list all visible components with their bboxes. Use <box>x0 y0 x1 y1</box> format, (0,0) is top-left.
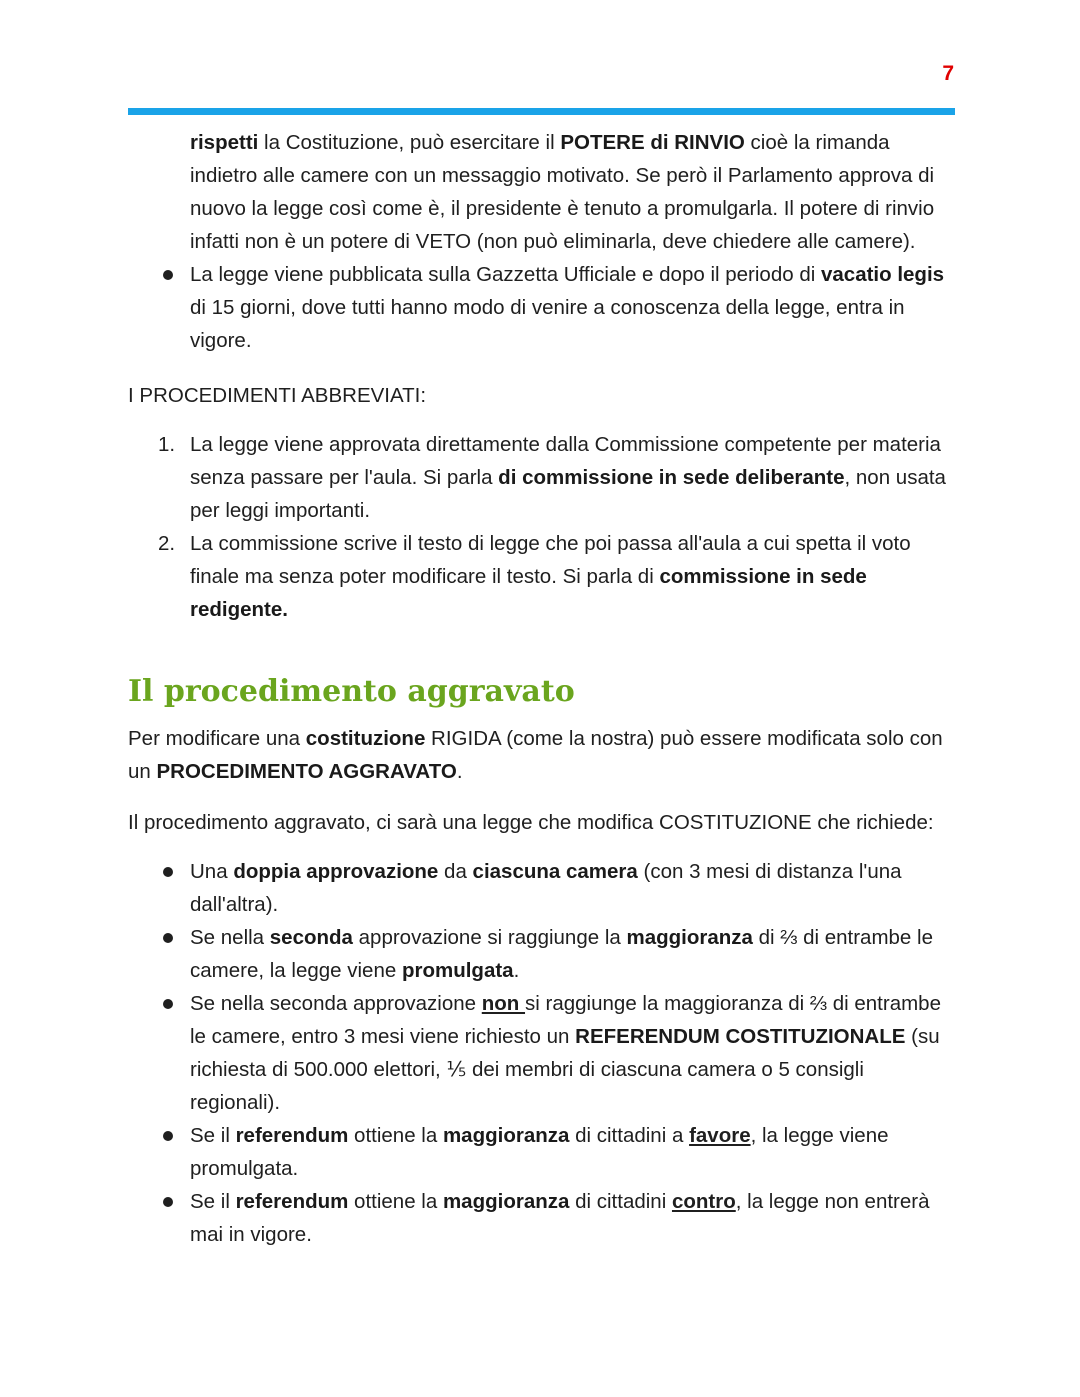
list-item <box>158 527 958 626</box>
list-number: 2. <box>158 532 176 555</box>
list-item <box>190 1185 958 1251</box>
abbreviati-numbered-list <box>128 428 958 626</box>
text-run: approvazione si raggiunge la <box>352 926 627 949</box>
text-run: , non usata per leggi importanti. <box>190 466 946 522</box>
intro-bullet-list <box>128 126 958 357</box>
text-run: Se il <box>190 1190 236 1213</box>
bold-text: costituzione <box>305 727 426 750</box>
header-rule <box>128 108 955 115</box>
list-item <box>190 855 958 921</box>
list-item <box>190 987 958 1119</box>
aggravato-paragraph-2 <box>128 806 958 839</box>
bold-text: REFERENDUM COSTITUZIONALE <box>575 1025 906 1048</box>
bold-text: maggioranza <box>442 1124 570 1147</box>
text-run: cioè la rimanda indietro alle camere con un messaggio motivato. Se però il Parlamento approva di nuovo la legge così come è, il presidente è tenuto a promulgarla. Il potere di rinvio infatti non è un potere di VETO (non può eliminarla, deve chiedere alle camere). <box>190 131 935 253</box>
list-item <box>158 428 958 527</box>
list-item <box>190 258 958 357</box>
text-run: . <box>513 959 520 982</box>
bold-text: maggioranza <box>626 926 753 949</box>
text-run: (con 3 mesi di distanza l'una dall'altra). <box>190 860 902 916</box>
list-item <box>190 921 958 987</box>
bold-text: PROCEDIMENTO AGGRAVATO <box>156 760 457 783</box>
list-item <box>190 126 958 258</box>
text-run: di ⅔ di entrambe le camere, la legge viene <box>190 926 933 982</box>
bold-text: referendum <box>235 1190 349 1213</box>
text-run: la Costituzione, può esercitare il <box>258 131 561 154</box>
text-run: Per modificare una <box>128 727 306 750</box>
bold-underlined-text: contro <box>671 1190 736 1213</box>
text-run: Una <box>190 860 234 883</box>
text-run: , la legge non entrerà mai in vigore. <box>190 1190 930 1246</box>
bold-text: di commissione in sede deliberante <box>498 466 845 489</box>
bold-text: ciascuna camera <box>472 860 638 883</box>
page-number: 7 <box>942 62 954 85</box>
bold-text: rispetti <box>190 131 259 154</box>
text-run: si raggiunge la maggioranza di ⅔ di entrambe le camere, entro 3 mesi viene richiesto un <box>190 992 941 1048</box>
text-run: di cittadini a <box>569 1124 690 1147</box>
bold-underlined-text: non <box>481 992 526 1015</box>
text-run: Se nella seconda approvazione <box>190 992 482 1015</box>
text-run: , la legge viene promulgata. <box>190 1124 889 1180</box>
text-run: di cittadini <box>569 1190 672 1213</box>
aggravato-bullet-list <box>128 855 958 1251</box>
abbreviati-heading: I PROCEDIMENTI ABBREVIATI: <box>128 384 427 407</box>
text-run: Se il <box>190 1124 236 1147</box>
text-run: . <box>456 760 463 783</box>
bold-text: maggioranza <box>442 1190 570 1213</box>
text-run: (su richiesta di 500.000 elettori, ⅕ dei membri di ciascuna camera o 5 consigli regionali). <box>190 1025 940 1114</box>
bold-text: referendum <box>235 1124 349 1147</box>
text-run: da <box>438 860 473 883</box>
bold-text: commissione in sede redigente. <box>190 565 867 621</box>
list-item <box>190 1119 958 1185</box>
bold-text: POTERE di RINVIO <box>560 131 745 154</box>
text-run: RIGIDA (come la nostra) può essere modificata solo con un <box>128 727 943 783</box>
text-run: ottiene la <box>348 1190 443 1213</box>
text-run: La commissione scrive il testo di legge che poi passa all'aula a cui spetta il voto finale ma senza poter modificare il testo. Si parla di <box>190 532 911 588</box>
bold-text: seconda <box>269 926 353 949</box>
bold-text: vacatio legis <box>820 263 945 286</box>
text-run: di 15 giorni, dove tutti hanno modo di venire a conoscenza della legge, entra in vigore. <box>190 296 905 352</box>
aggravato-paragraph-1 <box>128 722 958 788</box>
page-content <box>128 126 958 1251</box>
text-run: La legge viene approvata direttamente dalla Commissione competente per materia senza passare per l'aula. Si parla <box>190 433 941 489</box>
list-number: 1. <box>158 433 176 456</box>
bold-underlined-text: favore <box>689 1124 751 1147</box>
text-run: ottiene la <box>348 1124 443 1147</box>
text-run: Il procedimento aggravato, ci sarà una legge che modifica COSTITUZIONE che richiede: <box>128 811 934 834</box>
section-title: Il procedimento aggravato <box>128 674 575 709</box>
bold-text: promulgata <box>401 959 514 982</box>
bold-text: doppia approvazione <box>233 860 439 883</box>
text-run: La legge viene pubblicata sulla Gazzetta Ufficiale e dopo il periodo di <box>190 263 821 286</box>
text-run: Se nella <box>190 926 270 949</box>
